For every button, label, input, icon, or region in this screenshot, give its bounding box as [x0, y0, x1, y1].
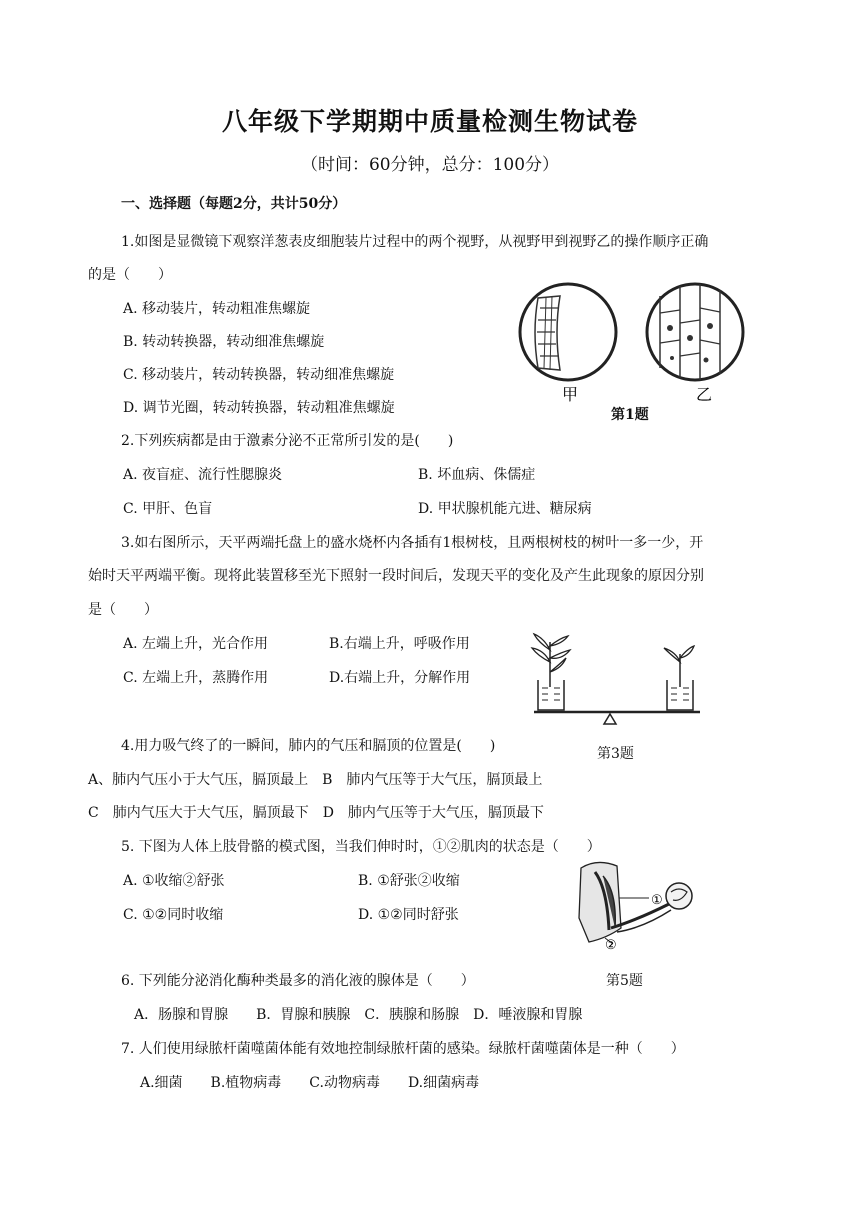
- q3-stem-line2: 始时天平两端平衡。现将此装置移至光下照射一段时间后，发现天平的变化及产生此现象的原因分别: [88, 568, 704, 584]
- q6-options: A．肠腺和胃腺 B．胃腺和胰腺 C．胰腺和肠腺 D．唾液腺和胃腺: [134, 1007, 583, 1023]
- q4-options-cd: C 肺内气压大于大气压，膈顶最下 D 肺内气压等于大气压，膈顶最下: [88, 805, 544, 821]
- muscle-mark-1: ①: [651, 893, 663, 908]
- q6-stem: 6. 下列能分泌消化酶种类最多的消化液的腺体是（ ）: [121, 973, 475, 989]
- q5-option-c: C. ①②同时收缩: [123, 907, 224, 923]
- q1-stem-line1: 1.如图是显微镜下观察洋葱表皮细胞装片过程中的两个视野，从视野甲到视野乙的操作顺序正确: [121, 234, 709, 250]
- q5-option-d: D. ①②同时舒张: [358, 907, 459, 923]
- label-yi: 乙: [696, 385, 713, 404]
- q5-option-b: B. ①舒张②收缩: [358, 873, 460, 889]
- q7-stem: 7. 人们使用绿脓杆菌噬菌体能有效地控制绿脓杆菌的感染。绿脓杆菌噬菌体是一种（ ）: [121, 1041, 685, 1057]
- label-jia: 甲: [562, 385, 579, 404]
- q1-option-b: B. 转动转换器，转动细准焦螺旋: [123, 334, 325, 350]
- q1-figure-caption: 第1题: [611, 407, 649, 423]
- q2-option-c: C. 甲肝、色盲: [123, 501, 213, 517]
- q4-stem: 4.用力吸气终了的一瞬间，肺内的气压和膈顶的位置是( ): [121, 738, 496, 754]
- balance-scale-figure: [530, 632, 720, 727]
- q5-stem: 5. 下图为人体上肢骨骼的模式图，当我们伸时时，①②肌肉的状态是（ ）: [121, 839, 601, 855]
- section-heading: 一、选择题（每题2分，共计50分）: [121, 196, 347, 212]
- q2-option-d: D. 甲状腺机能亢进、糖尿病: [418, 501, 592, 517]
- page-title: 八年级下学期期中质量检测生物试卷: [221, 107, 638, 136]
- q3-stem-line1: 3.如右图所示，天平两端托盘上的盛水烧杯内各插有1根树枝，且两根树枝的树叶一多一少，开: [121, 535, 704, 551]
- q3-figure-caption: 第3题: [597, 746, 634, 762]
- q5-figure-caption: 第5题: [606, 973, 643, 989]
- q3-option-d: D.右端上升，分解作用: [329, 670, 471, 686]
- q1-option-d: D. 调节光圈，转动转换器，转动粗准焦螺旋: [123, 400, 395, 416]
- q3-stem-line3: 是（ ）: [88, 602, 158, 618]
- q2-option-b: B. 坏血病、侏儒症: [418, 467, 536, 483]
- q7-options: A.细菌 B.植物病毒 C.动物病毒 D.细菌病毒: [140, 1075, 480, 1091]
- q4-options-ab: A、肺内气压小于大气压，膈顶最上 B 肺内气压等于大气压，膈顶最上: [88, 772, 543, 788]
- q2-stem: 2.下列疾病都是由于激素分泌不正常所引发的是( ): [121, 433, 454, 449]
- q5-option-a: A. ①收缩②舒张: [123, 873, 225, 889]
- q1-option-c: C. 移动装片，转动转换器，转动细准焦螺旋: [123, 367, 395, 383]
- q2-option-a: A. 夜盲症、流行性腮腺炎: [123, 467, 283, 483]
- q3-option-b: B.右端上升，呼吸作用: [329, 636, 470, 652]
- q3-option-c: C. 左端上升，蒸腾作用: [123, 670, 269, 686]
- q1-option-a: A. 移动装片，转动粗准焦螺旋: [123, 301, 311, 317]
- arm-muscle-figure: [577, 858, 707, 950]
- q1-stem-line2: 的是（ ）: [88, 267, 172, 283]
- page-subtitle: （时间：60分钟，总分：100分）: [300, 155, 560, 175]
- q3-option-a: A. 左端上升，光合作用: [123, 636, 269, 652]
- muscle-mark-2: ②: [605, 938, 617, 950]
